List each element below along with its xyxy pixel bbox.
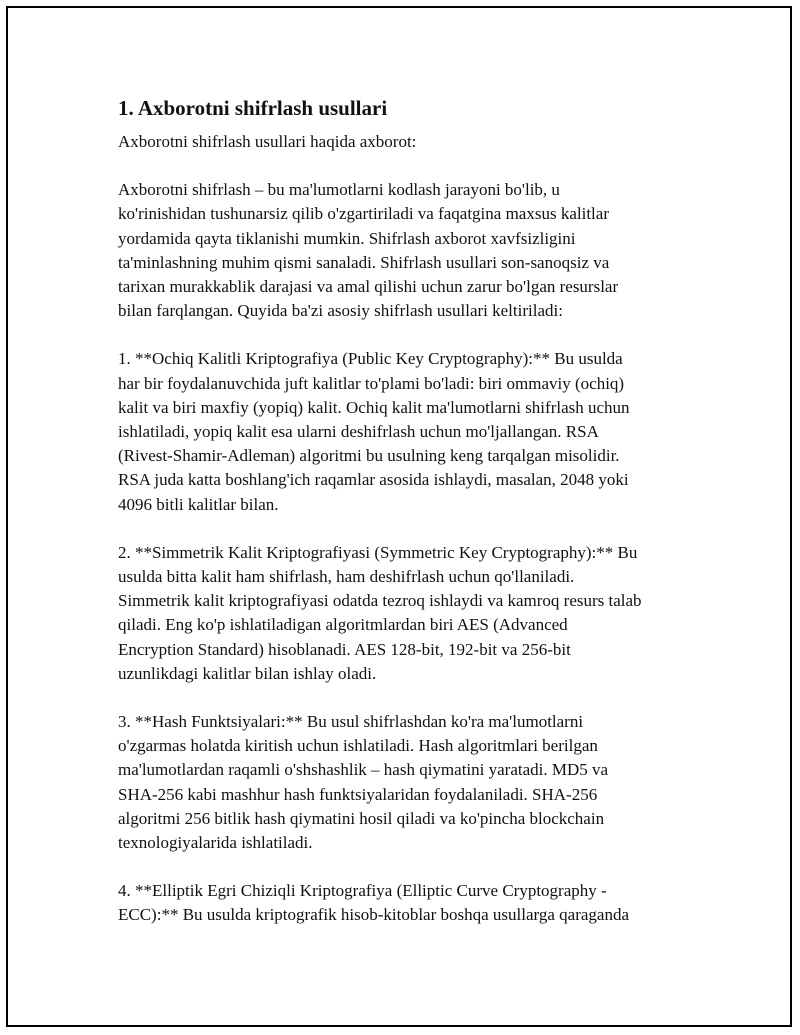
intro-line: Axborotni shifrlash usullari haqida axborot: [118,132,417,151]
paragraph-hash-functions: 3. **Hash Funktsiyalari:** Bu usul shifrlashdan ko'ra ma'lumotlarni o'zgarmas holatda kiritish uchun ishlatiladi. Hash algoritmlari berilgan ma'lumotlardan raqamli o'shshashlik – hash qiymatini yaratadi. MD5 va SHA-256 kabi mashhur hash funktsiyalaridan foydalaniladi. SHA-256 algoritmi 256 bitlik hash qiymatini hosil qiladi va ko'pincha blockchain texnologiyalarida ishlatiladi. [118,712,609,853]
paragraph-elliptic-curve: 4. **Elliptik Egri Chiziqli Kriptografiya (Elliptic Curve Cryptography - ECC):** Bu usulda kriptografik hisob-kitoblar boshqa usullarga qaraganda [118,881,630,925]
paragraph-symmetric-key: 2. **Simmetrik Kalit Kriptografiyasi (Symmetric Key Cryptography):** Bu usulda bitta kalit ham shifrlash, ham deshifrlash uchun qo'llaniladi. Simmetrik kalit kriptografiyasi odatda tezroq ishlaydi va kamroq resurs talab qiladi. Eng ko'p ishlatiladigan algoritmlardan biri AES (Advanced Encryption Standard) hisoblanadi. AES 128-bit, 192-bit va 256-bit uzunlikdagi kalitlar bilan ishlay oladi. [118,542,642,683]
paragraph-public-key: 1. **Ochiq Kalitli Kriptografiya (Public Key Cryptography):** Bu usulda har bir foydalanuvchida juft kalitlar to'plami bo'ladi: biri ommaviy (ochiq) kalit va biri maxfiy (yopiq) kalit. Ochiq kalit ma'lumotlarni shifrlash uchun ishlatiladi, yopiq kalit esa ularni deshifrlash uchun mo'ljallangan. RSA (Rivest-Shamir-Adleman) algoritmi bu usulning keng tarqalgan misolidir. RSA juda katta boshlang'ich raqamlar asosida ishlaydi, masalan, 2048 yoki 4096 bitli kalitlar bilan. [118,349,630,514]
document-title: 1. Axborotni shifrlash usullari [118,96,388,120]
document-body [118,94,708,952]
paragraph-overview: Axborotni shifrlash – bu ma'lumotlarni kodlash jarayoni bo'lib, u ko'rinishidan tushunarsiz qilib o'zgartiriladi va faqatgina maxsus kalitlar yordamida qayta tiklanishi mumkin. Shifrlash axborot xavfsizligini ta'minlashning muhim qismi sanaladi. Shifrlash usullari son-sanoqsiz va tarixan murakkablik darajasi va amal qilishi uchun zarur bo'lgan resurslar bilan farqlangan. Quyida ba'zi asosiy shifrlash usullari keltiriladi: [118,180,619,321]
